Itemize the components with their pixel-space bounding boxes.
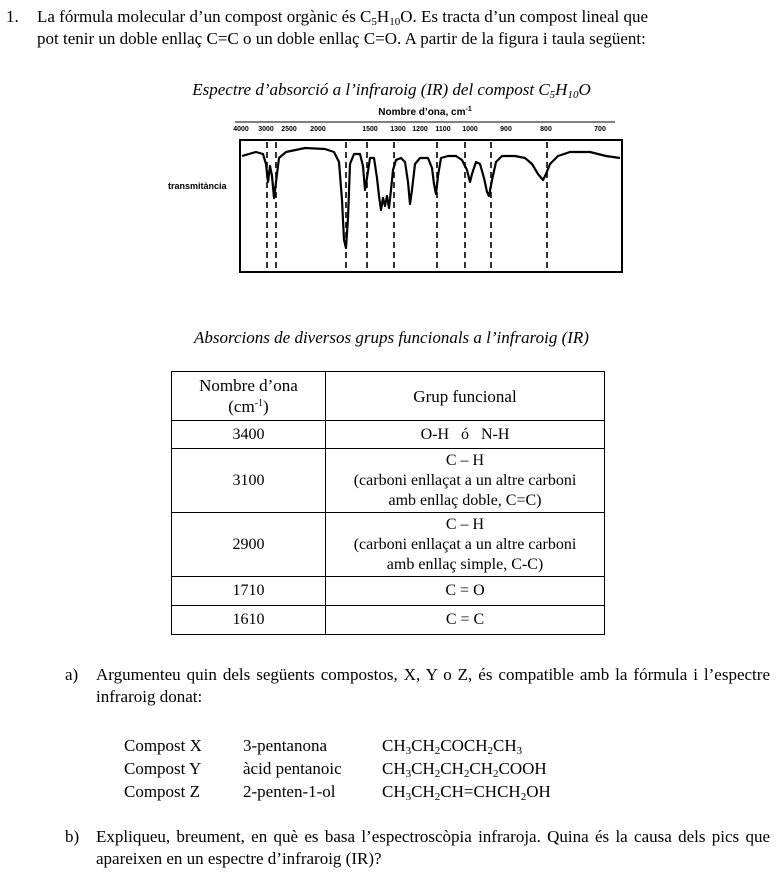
table-caption: Absorcions de diversos grups funcionals a l’infraroig (IR)	[194, 328, 589, 347]
cell-group: C = O	[326, 577, 605, 606]
question-line-1: La fórmula molecular d’un compost orgànic és $C_5H_{10}O$. Es tracta d’un compost lineal que	[37, 7, 649, 28]
tick-label-1000: 1000	[462, 126, 478, 133]
compound-iupac: àcid pentanoic	[243, 759, 342, 778]
tick-label-2500: 2500	[281, 126, 297, 133]
tick-label-700: 700	[594, 126, 606, 133]
y-axis-label: transmitància	[168, 181, 227, 191]
tick-labels	[233, 126, 606, 133]
tick-label-1100: 1100	[435, 126, 451, 133]
cell-group: C – H (carboni enllaçat a un altre carboni amb enllaç simple, C-C)	[326, 513, 605, 577]
tick-label-900: 900	[500, 126, 512, 133]
header-functional-group: Grup funcional	[326, 372, 605, 421]
table-row	[172, 577, 605, 606]
part-b-text: Expliqueu, breument, en què es basa l’espectroscòpia infraroja. Quina és la causa dels pics que apareixen en un espectre d’infraroig (IR)?	[96, 827, 770, 868]
transmittance-curve	[242, 148, 620, 248]
tick-label-1300: 1300	[390, 126, 406, 133]
cell-group: O-H ó N-H	[326, 421, 605, 449]
tick-label-800: 800	[540, 126, 552, 133]
tick-label-4000: 4000	[233, 126, 249, 133]
compound-name: Compost Y	[124, 759, 202, 778]
part-b-label: b)	[65, 827, 80, 846]
compound-formula: $CH_3CH_2COCH_2CH_3$	[382, 736, 523, 757]
table-row	[172, 513, 605, 577]
spectrum-frame	[240, 140, 622, 272]
part-b	[65, 826, 770, 870]
tick-label-1200: 1200	[412, 126, 428, 133]
header-wavenumber: Nombre d’ona $(cm^{-1})$	[172, 372, 326, 421]
tick-label-2000: 2000	[310, 126, 326, 133]
cell-wavenumber: 3400	[172, 421, 326, 449]
compound-name: Compost X	[124, 736, 202, 755]
compound-name: Compost Z	[124, 782, 201, 801]
ir-spectrum-figure	[0, 100, 783, 285]
part-a	[65, 664, 770, 708]
axis-title: Nombre d’ona, $cm^{-1}$	[378, 106, 472, 118]
cell-group: C = C	[326, 606, 605, 635]
cell-wavenumber: 1710	[172, 577, 326, 606]
compound-formula: $CH_3CH_2CH=CHCH_2OH$	[382, 782, 551, 803]
question-line-2: pot tenir un doble enllaç C=C o un doble enllaç C=O. A partir de la figura i taula següent:	[37, 29, 646, 48]
question-statement	[37, 6, 772, 50]
reference-lines	[267, 142, 547, 270]
table-header-row	[172, 372, 605, 421]
cell-wavenumber: 3100	[172, 449, 326, 513]
table-row	[172, 449, 605, 513]
compound-iupac: 2-penten-1-ol	[243, 782, 336, 801]
cell-group: C – H (carboni enllaçat a un altre carboni amb enllaç doble, C=C)	[326, 449, 605, 513]
compound-iupac: 3-pentanona	[243, 736, 328, 755]
part-a-text: Argumenteu quin dels següents compostos, X, Y o Z, és compatible amb la fórmula i l’espectre infraroig donat:	[96, 665, 770, 706]
cell-wavenumber: 1610	[172, 606, 326, 635]
compound-formula: $CH_3CH_2CH_2CH_2COOH$	[382, 759, 547, 780]
tick-label-1500: 1500	[362, 126, 378, 133]
question-number: 1.	[6, 7, 19, 26]
table-row	[172, 421, 605, 449]
functional-groups-table	[171, 371, 605, 635]
part-a-label: a)	[65, 665, 79, 684]
table-row	[172, 606, 605, 635]
cell-wavenumber: 2900	[172, 513, 326, 577]
tick-label-3000: 3000	[258, 126, 274, 133]
figure-caption: Espectre d’absorció a l’infraroig (IR) del compost $C_5H_{10}O$	[192, 80, 591, 101]
